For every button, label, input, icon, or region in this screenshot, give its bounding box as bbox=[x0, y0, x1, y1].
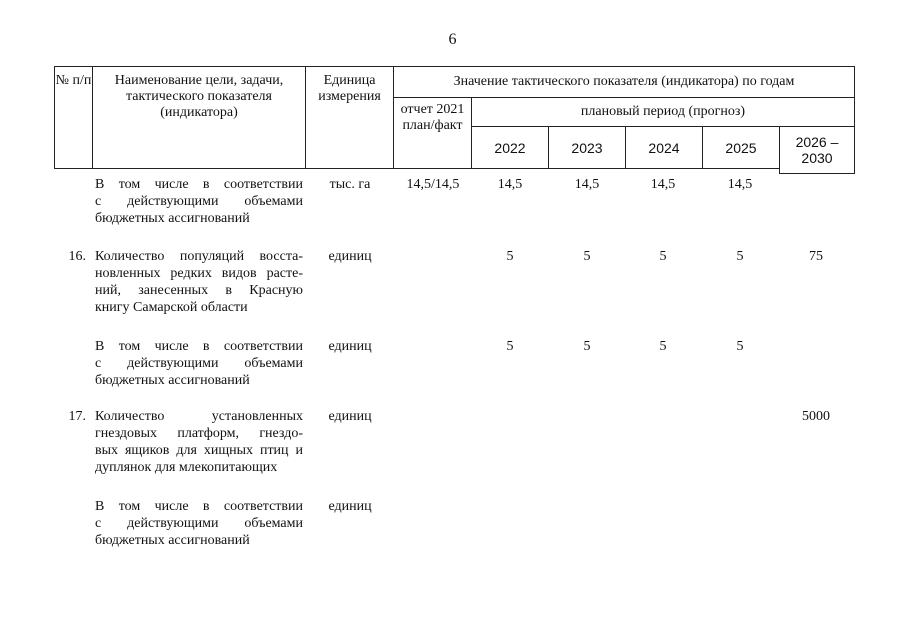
indicator-name-line: с действующими объемами bbox=[95, 194, 303, 209]
indicator-name bbox=[95, 498, 303, 549]
unit-of-measure: единиц bbox=[328, 249, 372, 264]
unit-of-measure: единиц bbox=[328, 339, 372, 354]
indicator-name-line: бюджетных ассигнований bbox=[95, 211, 250, 226]
header-name bbox=[92, 66, 306, 169]
header-year-label: 2025 bbox=[725, 139, 757, 156]
header-report bbox=[393, 97, 472, 169]
indicator-name-line: новленных редких видов расте- bbox=[95, 266, 303, 281]
indicator-name-line: вых ящиков для хищных птиц и bbox=[95, 443, 303, 458]
header-year-label: 2022 bbox=[494, 139, 526, 156]
page-number: 6 bbox=[448, 31, 457, 48]
indicator-name-line: ний, занесенных в Красную bbox=[95, 283, 303, 298]
header-year-2026-2030 bbox=[779, 126, 855, 174]
header-values bbox=[393, 66, 855, 98]
unit-of-measure: единиц bbox=[328, 409, 372, 424]
header-year-label: 2024 bbox=[648, 139, 680, 156]
indicator-name-line: с действующими объемами bbox=[95, 356, 303, 371]
header-unit-label: Единица измерения bbox=[318, 73, 381, 104]
header-num-label: № п/п bbox=[55, 73, 92, 88]
value-2024: 5 bbox=[659, 339, 667, 354]
value-2024: 5 bbox=[659, 249, 667, 264]
unit-of-measure: тыс. га bbox=[329, 177, 371, 192]
header-year-label: 2023 bbox=[571, 139, 603, 156]
row-number: 17. bbox=[68, 409, 86, 424]
indicator-name-line: бюджетных ассигнований bbox=[95, 373, 250, 388]
header-plan-label: плановый период (прогноз) bbox=[580, 104, 746, 119]
row-number: 16. bbox=[68, 249, 86, 264]
indicator-name-line: В том числе в соответствии bbox=[95, 339, 303, 354]
indicator-name-line: В том числе в соответствии bbox=[95, 177, 303, 192]
indicator-name-line: В том числе в соответствии bbox=[95, 499, 303, 514]
indicator-name-line: гнездовых платформ, гнездо- bbox=[95, 426, 303, 441]
value-2022: 14,5 bbox=[497, 177, 523, 192]
value-2026-2030: 75 bbox=[809, 249, 823, 264]
value-2023: 5 bbox=[583, 339, 591, 354]
header-unit bbox=[305, 66, 394, 169]
value-2023: 5 bbox=[583, 249, 591, 264]
value-2025: 14,5 bbox=[727, 177, 753, 192]
header-name-label: Наименование цели, задачи, тактического показателя (индикатора) bbox=[114, 73, 284, 120]
value-2024: 14,5 bbox=[650, 177, 676, 192]
header-plan bbox=[471, 97, 855, 127]
header-num bbox=[54, 66, 93, 169]
header-year-2025 bbox=[702, 126, 780, 169]
value-report-2021: 14,5/14,5 bbox=[406, 177, 460, 192]
header-report-label: отчет 2021 план/факт bbox=[400, 102, 465, 133]
value-2023: 14,5 bbox=[574, 177, 600, 192]
indicator-name bbox=[95, 176, 303, 227]
indicator-name bbox=[95, 338, 303, 389]
header-year-2024 bbox=[625, 126, 703, 169]
value-2025: 5 bbox=[736, 249, 744, 264]
indicator-name-line: дуплянок для млекопитающих bbox=[95, 460, 278, 475]
indicator-name-line: книгу Самарской области bbox=[95, 300, 248, 315]
header-year-2023 bbox=[548, 126, 626, 169]
indicator-name-line: бюджетных ассигнований bbox=[95, 533, 250, 548]
indicator-name bbox=[95, 248, 303, 316]
value-2025: 5 bbox=[736, 339, 744, 354]
indicator-name bbox=[95, 408, 303, 476]
header-year-2022 bbox=[471, 126, 549, 169]
indicator-name-line: Количество популяций восста- bbox=[95, 249, 303, 264]
header-values-label: Значение тактического показателя (индикатора) по годам bbox=[453, 74, 795, 89]
value-2022: 5 bbox=[506, 339, 514, 354]
unit-of-measure: единиц bbox=[328, 499, 372, 514]
value-2022: 5 bbox=[506, 249, 514, 264]
header-year-label: 2026 – 2030 bbox=[795, 134, 839, 166]
indicator-name-line: с действующими объемами bbox=[95, 516, 303, 531]
value-2026-2030: 5000 bbox=[802, 409, 830, 424]
indicator-name-line: Количество установленных bbox=[95, 409, 303, 424]
